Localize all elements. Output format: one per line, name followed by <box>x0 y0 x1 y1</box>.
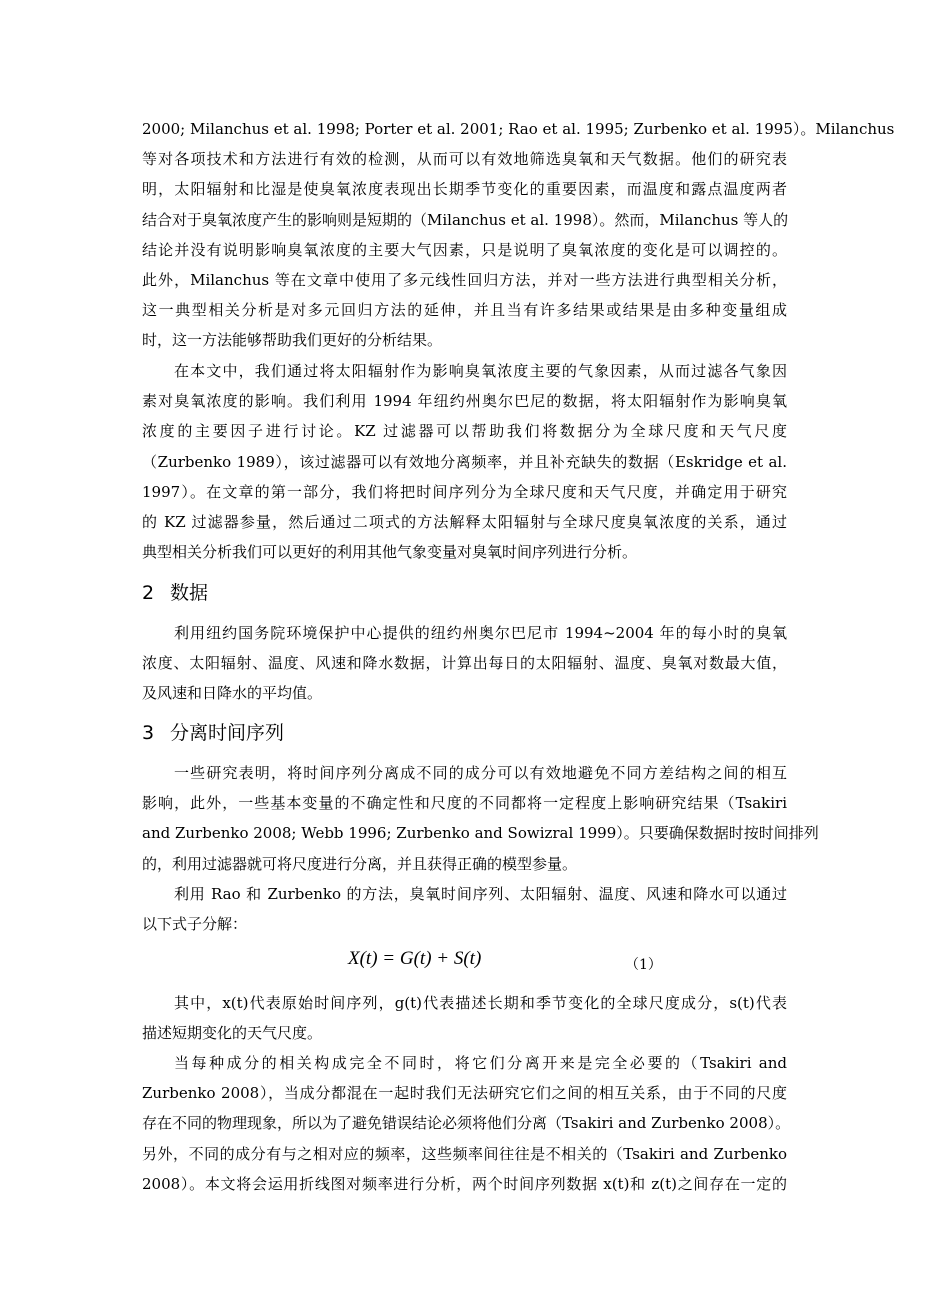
text-line: 存在不同的物理现象，所以为了避免错误结论必须将他们分离（Tsakiri and Zurbenko 2008）。 <box>142 1114 791 1133</box>
paragraph-component-separation <box>142 1048 791 1199</box>
paragraph-study-overview <box>142 356 787 567</box>
text-line: 1997）。在文章的第一部分，我们将把时间序列分为全球尺度和天气尺度，并确定用于研究 <box>142 482 787 501</box>
text-line: 时，这一方法能够帮助我们更好的分析结果。 <box>142 331 443 350</box>
section-title: 数据 <box>170 582 209 604</box>
text-line: 等对各项技术和方法进行有效的检测，从而可以有效地筛选臭氧和天气数据。他们的研究表 <box>142 150 787 169</box>
paragraph-data-description <box>142 618 787 709</box>
text-line: 结合对于臭氧浓度产生的影响则是短期的（Milanchus et al. 1998）。然而，Milanchus 等人的 <box>142 210 789 229</box>
section-heading-separation <box>142 721 284 745</box>
equation-number: （1） <box>625 957 662 973</box>
text-line: 其中，x(t)代表原始时间序列，g(t)代表描述长期和季节变化的全球尺度成分，s(t)代表 <box>174 994 787 1012</box>
text-line: 浓度、太阳辐射、温度、风速和降水数据，计算出每日的太阳辐射、温度、臭氧对数最大值， <box>142 654 787 673</box>
section-number: 2 <box>142 582 155 604</box>
text-line: Zurbenko 2008），当成分都混在一起时我们无法研究它们之间的相互关系，由于不同的尺度 <box>142 1084 787 1103</box>
section-title: 分离时间序列 <box>170 722 285 744</box>
text-line: 当每种成分的相关构成完全不同时，将它们分离开来是完全必要的（Tsakiri and <box>174 1054 787 1072</box>
text-line: 这一典型相关分析是对多元回归方法的延伸，并且当有许多结果或结果是由多种变量组成 <box>142 301 787 320</box>
text-line: 利用 Rao 和 Zurbenko 的方法，臭氧时间序列、太阳辐射、温度、风速和降水可以通过 <box>174 885 787 903</box>
text-line: 描述短期变化的天气尺度。 <box>142 1024 323 1043</box>
text-line: 素对臭氧浓度的影响。我们利用 1994 年纽约州奥尔巴尼的数据，将太阳辐射作为影响臭氧 <box>142 392 787 411</box>
section-number: 3 <box>142 722 155 744</box>
text-line: 在本文中，我们通过将太阳辐射作为影响臭氧浓度主要的气象因素，从而过滤各气象因 <box>174 362 787 380</box>
text-line: 此外，Milanchus 等在文章中使用了多元线性回归方法，并对一些方法进行典型相关分析， <box>142 270 787 289</box>
text-line: 明，太阳辐射和比湿是使臭氧浓度表现出长期季节变化的重要因素，而温度和露点温度两者 <box>142 180 787 199</box>
text-line: 及风速和日降水的平均值。 <box>142 684 323 703</box>
text-line: 一些研究表明，将时间序列分离成不同的成分可以有效地避免不同方差结构之间的相互 <box>174 764 787 782</box>
text-line: （Zurbenko 1989），该过滤器可以有效地分离频率，并且补充缺失的数据（Eskridge et al. <box>142 452 787 471</box>
text-line: 利用纽约国务院环境保护中心提供的纽约州奥尔巴尼市 1994~2004 年的每小时的臭氧 <box>174 624 787 642</box>
text-line: and Zurbenko 2008; Webb 1996; Zurbenko and Sowizral 1999）。只要确保数据时按时间排列 <box>142 824 819 843</box>
text-line: 另外，不同的成分有与之相对应的频率，这些频率间往往是不相关的（Tsakiri and Zurbenko <box>142 1144 787 1163</box>
text-line: 的，利用过滤器就可将尺度进行分离，并且获得正确的模型参量。 <box>142 854 578 873</box>
section-heading-data <box>142 581 208 605</box>
text-line: 结论并没有说明影响臭氧浓度的主要大气因素，只是说明了臭氧浓度的变化是可以调控的。 <box>142 240 787 259</box>
text-line: 浓度的主要因子进行讨论。KZ 过滤器可以帮助我们将数据分为全球尺度和天气尺度 <box>142 422 787 441</box>
paragraph-equation-explanation <box>142 988 787 1048</box>
text-line: 典型相关分析我们可以更好的利用其他气象变量对臭氧时间序列进行分析。 <box>142 543 638 562</box>
text-line: 2008）。本文将会运用折线图对频率进行分析，两个时间序列数据 x(t)和 z(t)之间存在一定的 <box>142 1174 787 1193</box>
equation-decomposition: X(t) = G(t) + S(t) <box>348 948 482 969</box>
text-line: 2000; Milanchus et al. 1998; Porter et al. 2001; Rao et al. 1995; Zurbenko et al. 1995）。Milanchus <box>142 120 895 138</box>
paragraph-literature-review <box>142 114 895 356</box>
text-line: 以下式子分解： <box>142 915 248 934</box>
text-line: 影响，此外，一些基本变量的不确定性和尺度的不同都将一定程度上影响研究结果（Tsakiri <box>142 794 787 813</box>
paragraph-decomposition-intro <box>142 879 787 939</box>
paragraph-separation-motivation <box>142 758 819 879</box>
text-line: 的 KZ 过滤器参量，然后通过二项式的方法解释太阳辐射与全球尺度臭氧浓度的关系，通过 <box>142 512 787 531</box>
